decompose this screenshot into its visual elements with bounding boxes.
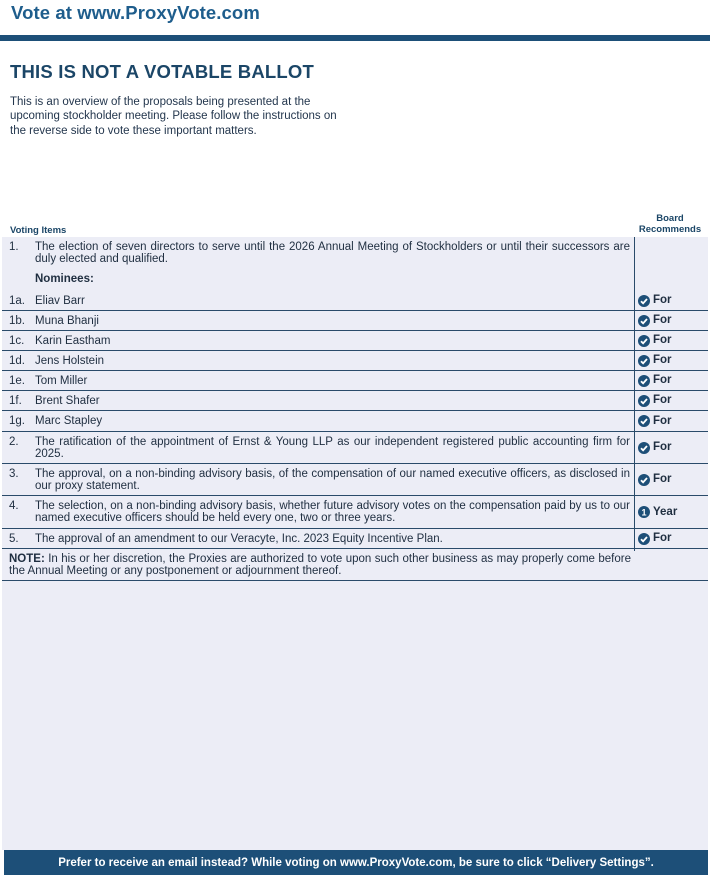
proposal-row-4	[2, 496, 708, 529]
recommendation	[638, 529, 708, 548]
nominee-name: Karin Eastham	[35, 335, 111, 347]
proposal-row-2	[2, 432, 708, 464]
recommendation-label: For	[653, 394, 672, 407]
nominee-name: Marc Stapley	[35, 415, 103, 427]
nominee-number: 1f.	[9, 395, 22, 407]
proposal-text: The election of seven directors to serve until the 2026 Annual Meeting of Stockholders or until their successors are duly elected and qualified.	[35, 241, 630, 266]
checkmark-icon	[638, 295, 650, 307]
recommendation	[638, 496, 708, 528]
number-one-icon	[638, 506, 650, 518]
recommendation-label: Year	[653, 505, 678, 518]
intro-text: This is an overview of the proposals being presented at the upcoming stockholder meeting. Please follow the instructions on the reverse side to vote these important matters.	[10, 96, 337, 137]
nominee-row	[2, 291, 708, 311]
recommendation-label: For	[653, 473, 672, 486]
nominee-name: Muna Bhanji	[35, 315, 99, 327]
nominee-name: Brent Shafer	[35, 395, 100, 407]
recommendation	[638, 411, 708, 431]
nominee-number: 1d.	[9, 355, 25, 367]
checkmark-icon	[638, 474, 650, 486]
note-text: In his or her discretion, the Proxies are authorized to vote upon such other business as may properly come before the Annual Meeting or any postponement or adjournment thereof.	[9, 553, 631, 578]
recommendation	[638, 432, 708, 463]
nominee-row	[2, 391, 708, 411]
recommendation-label: For	[653, 441, 672, 454]
checkmark-icon	[638, 442, 650, 454]
nominee-row	[2, 411, 708, 432]
nominee-number: 1e.	[9, 375, 25, 387]
nominees-label: Nominees:	[35, 273, 94, 285]
proposal-number: 2.	[9, 436, 19, 448]
proposal-number: 3.	[9, 468, 19, 480]
nominee-row	[2, 371, 708, 391]
recommendation-label: For	[653, 334, 672, 347]
board-recommends-header: Board Recommends	[638, 213, 702, 235]
nominee-row	[2, 351, 708, 371]
proxyvote-header-link[interactable]: Vote at www.ProxyVote.com	[11, 2, 260, 23]
proposals-table	[2, 237, 708, 549]
number-one-icon-label: 1	[641, 507, 647, 518]
nominee-number: 1b.	[9, 315, 25, 327]
note-label: NOTE:	[9, 553, 45, 565]
recommendation-label: For	[653, 532, 672, 545]
checkmark-icon	[638, 355, 650, 367]
note	[2, 550, 708, 581]
recommendation	[638, 351, 708, 370]
header-bar	[0, 35, 710, 41]
recommendation-label: For	[653, 294, 672, 307]
proposal-text: The approval of an amendment to our Veracyte, Inc. 2023 Equity Incentive Plan.	[35, 533, 443, 545]
recommendation	[638, 464, 708, 495]
proposal-text: The selection, on a non-binding advisory basis, whether future advisory votes on the compensation paid by us to our named executive officers should be held every one, two or three years.	[35, 500, 630, 525]
nominee-name: Tom Miller	[35, 375, 88, 387]
recommendation	[638, 291, 708, 310]
recommendation-label: For	[653, 354, 672, 367]
nominee-number: 1c.	[9, 335, 25, 347]
nominee-number: 1g.	[9, 415, 25, 427]
nominee-name: Jens Holstein	[35, 355, 105, 367]
proposal-text: The ratification of the appointment of Ernst & Young LLP as our independent registered public accounting firm for 2025.	[35, 436, 630, 461]
recommendation-label: For	[653, 314, 672, 327]
checkmark-icon	[638, 375, 650, 387]
proposal-text: The approval, on a non-binding advisory basis, of the compensation of our named executive officers, as disclosed in our proxy statement.	[35, 468, 630, 493]
recommendation	[638, 311, 708, 330]
checkmark-icon	[638, 315, 650, 327]
proposal-row-3	[2, 464, 708, 496]
checkmark-icon	[638, 335, 650, 347]
proposal-number: 1.	[9, 241, 19, 253]
nominee-row	[2, 331, 708, 351]
checkmark-icon	[638, 395, 650, 407]
recommendation	[638, 391, 708, 410]
recommendation	[638, 371, 708, 390]
page-title: THIS IS NOT A VOTABLE BALLOT	[10, 61, 314, 82]
footer-banner: Prefer to receive an email instead? While voting on www.ProxyVote.com, be sure to click “Delivery Settings”.	[4, 850, 708, 875]
nominee-row	[2, 311, 708, 331]
proposal-number: 5.	[9, 533, 19, 545]
recommendation-label: For	[653, 414, 672, 427]
proposal-row-1	[2, 237, 708, 291]
proposal-number: 4.	[9, 500, 19, 512]
recommendation	[638, 331, 708, 350]
checkmark-icon	[638, 533, 650, 545]
nominee-number: 1a.	[9, 295, 25, 307]
recommendation-label: For	[653, 374, 672, 387]
voting-items-header: Voting Items	[10, 225, 67, 236]
checkmark-icon	[638, 415, 650, 427]
nominee-name: Eliav Barr	[35, 295, 85, 307]
proposal-row-5	[2, 529, 708, 549]
